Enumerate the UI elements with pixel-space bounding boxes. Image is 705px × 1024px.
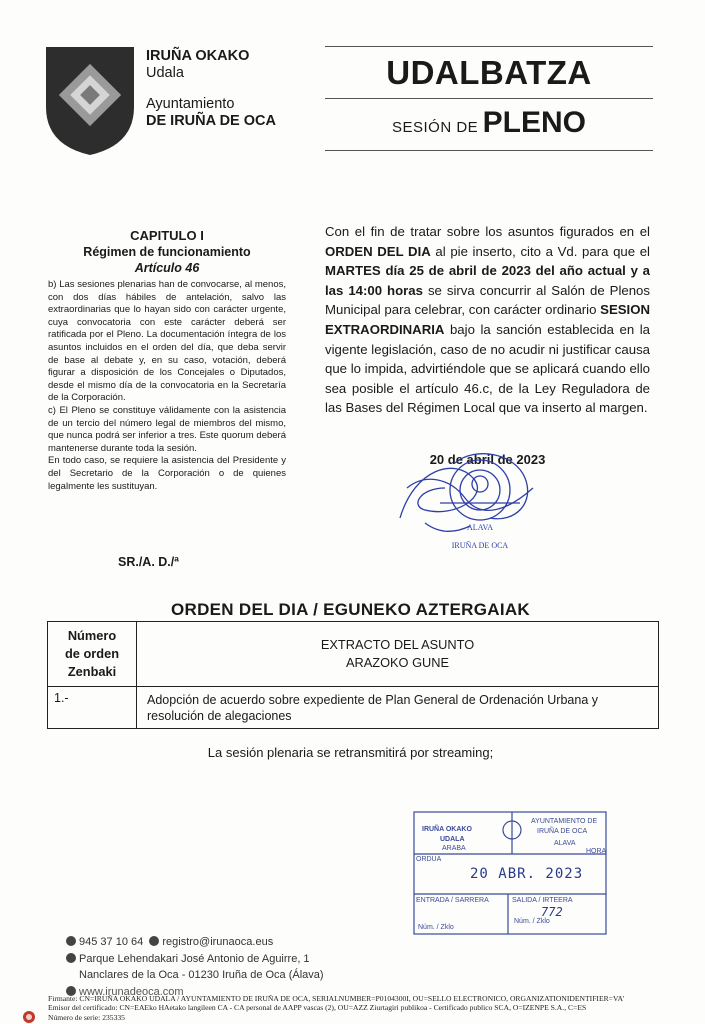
agenda-title: ORDEN DEL DIA / EGUNEKO AZTERGAIAK — [170, 600, 531, 619]
stamp-number: 772 — [541, 905, 563, 919]
footer-address-1: Parque Lehendakari José Antonio de Aguirre, 1 — [79, 952, 310, 965]
session-type — [325, 106, 653, 140]
org-line-2: Udala — [146, 65, 184, 81]
col2-line1: EXTRACTO DEL ASUNTO — [320, 637, 475, 652]
agenda-item-number: 1.- — [48, 687, 137, 729]
col1-line1: Número — [67, 628, 117, 643]
org-line-1: IRUÑA OKAKO — [146, 48, 250, 64]
stamp-date: 20 ABR. 2023 — [470, 866, 584, 882]
streaming-note: La sesión plenaria se retransmitirá por streaming; — [207, 745, 494, 760]
convocation-b2: MARTES día 25 de abril de 2023 del año actual y a las 14:00 horas — [325, 263, 650, 298]
header-rule-top — [325, 46, 653, 47]
email-icon — [149, 936, 159, 946]
stamp-left-line3: ARABA — [442, 845, 466, 852]
regulation-excerpt — [48, 228, 286, 493]
chapter-heading: CAPITULO I — [130, 228, 204, 243]
stamp-right-line1: AYUNTAMIENTO DE — [531, 818, 598, 825]
cert-line-3: Número de serie: 235335 — [48, 1012, 125, 1022]
agenda-table — [47, 621, 659, 729]
section-heading: Régimen de funcionamiento — [83, 245, 251, 259]
municipal-shield-logo — [44, 45, 136, 157]
convocation-t1: Con el fin de tratar sobre los asuntos figurados en el — [325, 224, 650, 239]
session-kind: PLENO — [482, 106, 586, 139]
agenda-item-text: Adopción de acuerdo sobre expediente de Plan General de Ordenación Urbana y resolución de alegaciones — [137, 687, 659, 729]
stamp-right-line3: ALAVA — [554, 840, 576, 847]
header-rule-middle — [325, 98, 653, 99]
cert-line-2: Emisor del certificado: CN=EAEko HAetako langileen CA - CA personal de AAPP vascas (2), OU=AZZ Ziurtagiri publikoa - Certificado publico SCA, O=IZENPE S.A., C=ES — [48, 1003, 587, 1013]
stamp-num-left: Núm. / Zklo — [418, 924, 454, 931]
location-icon — [66, 953, 76, 963]
agenda-col-subject — [137, 622, 659, 687]
footer-address-2: Nanclares de la Oca - 01230 Iruña de Oca (Álava) — [79, 969, 324, 981]
footer-email: registro@irunaoca.eus — [162, 936, 274, 948]
stamp-salida-label: SALIDA / IRTEERA — [512, 897, 573, 904]
organization-name — [146, 48, 276, 130]
col1-line2: de orden — [64, 646, 120, 661]
convocation-t2: al pie inserto, cito a Vd. para que el — [430, 243, 650, 259]
org-line-4: DE IRUÑA DE OCA — [146, 113, 276, 129]
org-line-3: Ayuntamiento — [146, 96, 235, 112]
electronic-signature-info — [48, 994, 705, 1022]
convocation-date: 20 de abril de 2023 — [429, 452, 546, 467]
article-heading: Artículo 46 — [134, 261, 200, 275]
certificate-seal-icon — [22, 1010, 36, 1024]
agenda-header-row — [48, 622, 659, 687]
paragraph-c: c) El Pleno se constituye válidamente con la asistencia de un tercio del número legal de miembros del mismo, que nunca podrá ser inferior a tres. Este quorum deberá mantenerse durante toda la sesión. — [48, 404, 286, 454]
stamp-ordua-label: ORDUA — [416, 856, 442, 863]
stamp-entrada-label: ENTRADA / SARRERA — [416, 897, 489, 904]
phone-icon — [66, 936, 76, 946]
contact-footer — [66, 934, 324, 1000]
signature-seal — [395, 448, 545, 558]
table-row — [48, 687, 659, 729]
convocation-t3: se sirva concurrir al Salón de Plenos Municipal para celebrar, con carácter ordinario — [325, 282, 650, 318]
page-title: UDALBATZA — [386, 54, 592, 91]
cert-line-1: Firmante: CN=IRUÑA OKAKO UDALA / AYUNTAMIENTO DE IRUÑA DE OCA, SERIALNUMBER=P0104300I, OU=SELLO ELECTRONICO, ORGANIZATIONIDENTIFIER=VA' — [48, 994, 625, 1003]
paragraph-b: b) Las sesiones plenarias han de convocarse, al menos, con dos días hábiles de antelación, salvo las extraordinarias que lo hayan sido con carácter urgente, cuya convocatoria con este carácter deberá ser ratificada por el Pleno. La documentación íntegra de los asuntos incluidos en el orden del día, que deba servir de base al debate y, en su caso, votación, deberá figurar a disposición de los Concejales o Diputados, desde el mismo día de la convocatoria en la Secretaría de la Corporación. — [48, 279, 286, 404]
stamp-hora-label: HORA — [586, 848, 607, 855]
header-rule-bottom — [325, 150, 653, 151]
col2-line2: ARAZOKO GUNE — [345, 655, 450, 670]
footer-phone: 945 37 10 64 — [79, 936, 144, 948]
agenda-col-number — [48, 622, 137, 687]
footer-web-link[interactable]: www.irunadeoca.com — [79, 985, 184, 998]
convocation-t4: bajo la sanción establecida en la vigente legislación, caso de no acudir ni justificar causa que lo impida, advirtiéndole que se aplicará cuando ello sea posible el artículo 46.c, de la Ley Reguladora de las Bases del Régimen Local que va inserto al margen. — [325, 321, 650, 416]
stamp-right-line2: IRUÑA DE OCA — [537, 828, 588, 835]
seal-text-bottom: IRUÑA DE OCA — [451, 541, 509, 550]
session-label: SESIÓN DE — [392, 119, 479, 136]
seal-text-top: ALAVA — [467, 523, 493, 532]
addressee: SR./A. D./ª — [118, 555, 179, 569]
convocation-text — [325, 222, 650, 418]
stamp-num-right: Núm. / Zklo — [514, 918, 550, 925]
stamp-left-line1: IRUÑA OKAKO — [422, 826, 472, 833]
col1-line3: Zenbaki — [67, 664, 117, 679]
convocation-b3: SESION EXTRAORDINARIA — [325, 302, 650, 337]
paragraph-d: En todo caso, se requiere la asistencia del Presidente y del Secretario de la Corporación o de quienes legalmente les sustituyan. — [48, 455, 286, 492]
stamp-left-line2: UDALA — [440, 836, 465, 843]
convocation-b1: ORDEN DEL DIA — [325, 243, 431, 259]
